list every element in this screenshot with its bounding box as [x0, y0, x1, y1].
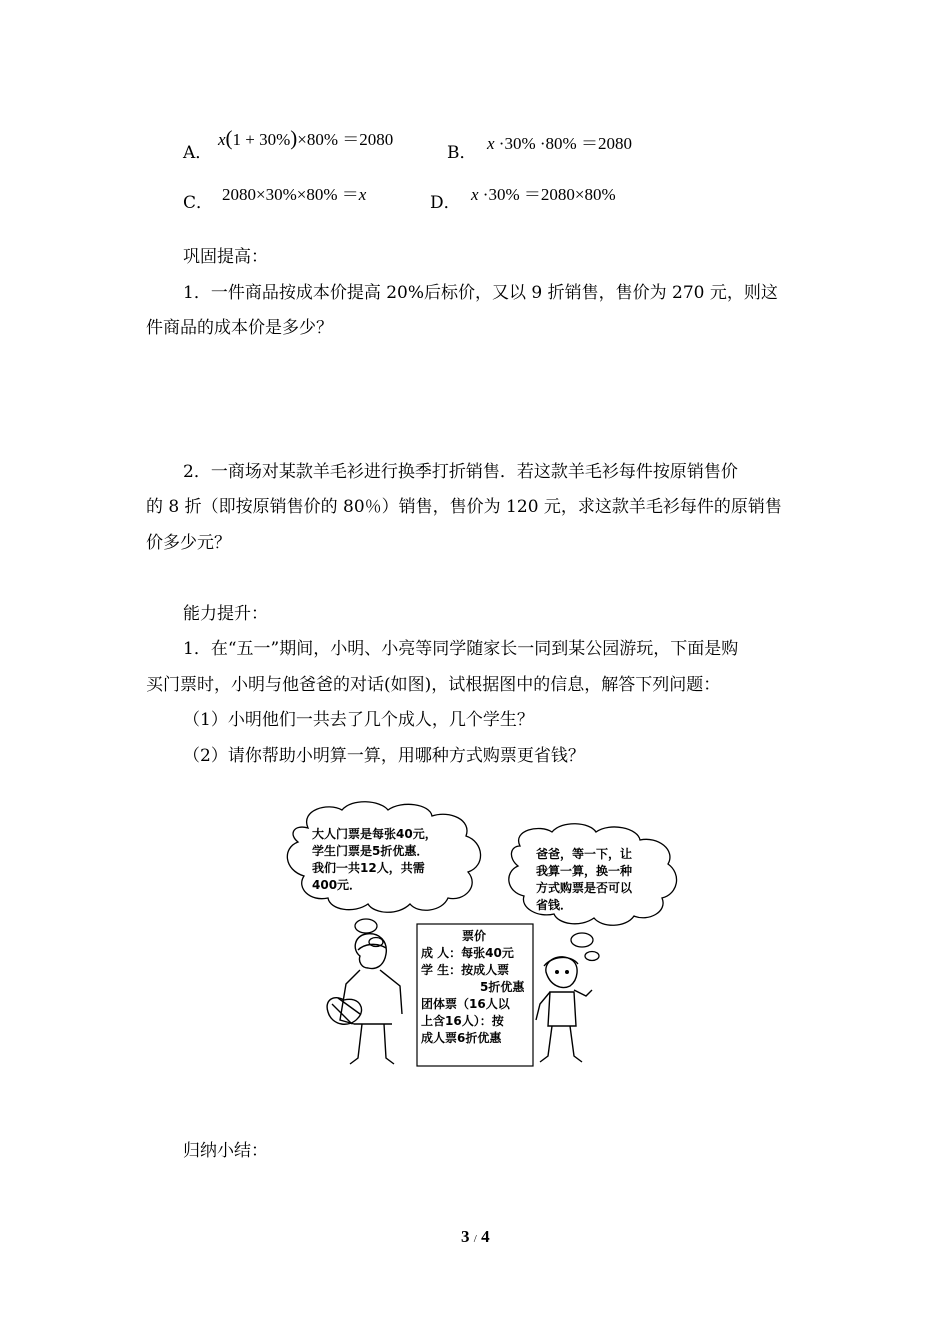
option-c-expr: 2080×30%×80% ＝x: [222, 185, 367, 204]
option-d-label: D．: [430, 193, 461, 213]
page-separator: /: [473, 1233, 477, 1245]
left-bubble-line: 学生门票是5折优惠．: [312, 844, 429, 858]
section-heading-ability: 能力提升：: [183, 604, 268, 624]
question-text: 的 8 折（即按原销售价的 80％）销售，售价为 120 元，求这款羊毛衫每件的原销售: [146, 497, 782, 517]
option-a-label: A．: [183, 143, 213, 163]
left-bubble-line: 我们一共12人，共需: [312, 861, 425, 875]
question-text: 1．在“五一”期间，小明、小亮等同学随家长一同到某公园游玩，下面是购: [183, 639, 739, 659]
left-bubble-line: 大人门票是每张40元，: [312, 827, 437, 841]
question-text: 1．一件商品按成本价提高 20%后标价，又以 9 折销售，售价为 270 元，则这: [183, 283, 778, 303]
father-figure: [327, 934, 402, 1064]
ticket-line: 上含16人）：按: [421, 1014, 504, 1028]
question-text: 买门票时，小明与他爸爸的对话(如图)，试根据图中的信息，解答下列问题：: [146, 675, 721, 695]
dialogue-figure: [280, 800, 680, 1070]
ticket-line: 团体票（16人以: [421, 997, 510, 1011]
section-heading-consolidate: 巩固提高：: [183, 247, 268, 267]
page-number: [461, 1227, 490, 1247]
ticket-line: 学 生：按成人票: [421, 963, 510, 977]
option-b-expr: x ·30% ·80% ＝2080: [487, 134, 632, 153]
page-total: 4: [481, 1227, 490, 1246]
section-heading-summary: 归纳小结：: [183, 1141, 268, 1161]
question-text: 件商品的成本价是多少？: [146, 318, 333, 338]
ticket-line: 5折优惠: [480, 980, 525, 994]
right-bubble-line: 我算一算，换一种: [536, 864, 633, 878]
sub-question: （2）请你帮助小明算一算，用哪种方式购票更省钱？: [183, 746, 585, 766]
ticket-line: 成人票6折优惠: [421, 1031, 502, 1045]
sub-question: （1）小明他们一共去了几个成人，几个学生？: [183, 710, 534, 730]
option-c-label: C．: [183, 193, 214, 213]
ticket-title: 票价: [462, 929, 487, 943]
right-bubble-line: 省钱．: [536, 898, 573, 912]
option-a-expr: x(1 + 30%)×80% ＝2080: [218, 126, 394, 150]
right-bubble-line: 爸爸，等一下，让: [536, 847, 633, 861]
question-text: 2．一商场对某款羊毛衫进行换季打折销售．若这款羊毛衫每件按原销售价: [183, 462, 738, 482]
page-current: 3: [461, 1227, 470, 1246]
question-text: 价多少元？: [146, 533, 231, 553]
boy-figure: [536, 957, 592, 1062]
option-d-expr: x ·30% ＝2080×80%: [471, 185, 616, 204]
right-bubble-line: 方式购票是否可以: [536, 881, 633, 895]
left-bubble-line: 400元．: [312, 878, 362, 892]
ticket-line: 成 人：每张40元: [421, 946, 514, 960]
option-b-label: B．: [447, 143, 477, 163]
